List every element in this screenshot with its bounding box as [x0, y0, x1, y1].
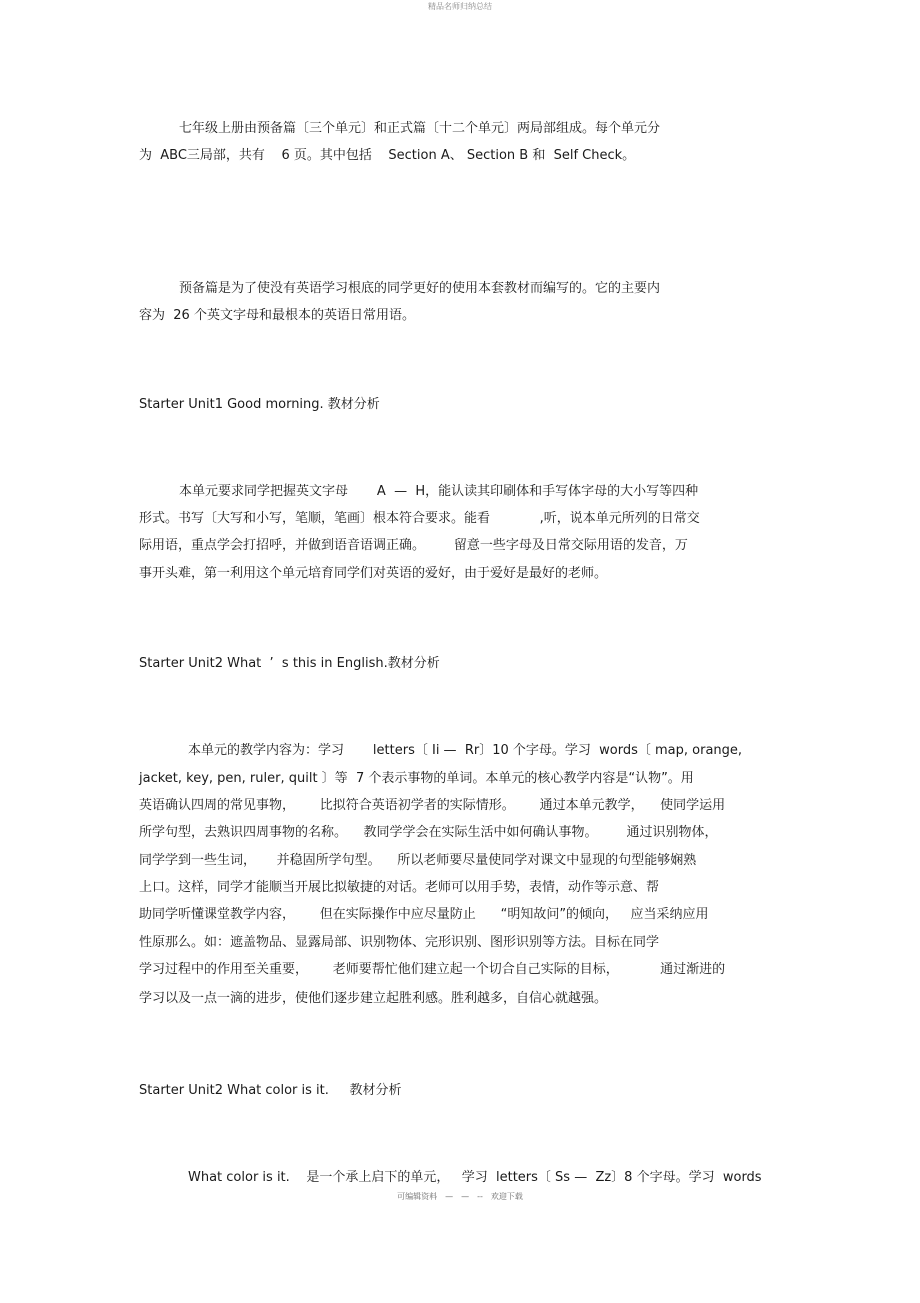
- unit1-heading: Starter Unit1 Good morning. 教材分析: [139, 397, 380, 412]
- unit1-line-2: 形式。书写〔大写和小写，笔顺，笔画〕根本符合要求。能看 ,听，说本单元所列的日常交: [139, 511, 700, 526]
- unit1-line-1: 本单元要求同学把握英文字母 A — H，能认读其印刷体和手写体字母的大小写等四种: [179, 484, 699, 499]
- unit2-line-7: 助同学听懂课堂教学内容， 但在实际操作中应尽量防止 “明知故问”的倾向， 应当采纳应用: [139, 907, 709, 922]
- unit2-line-6: 上口。这样，同学才能顺当开展比拟敏捷的对话。老师可以用手势，表情，动作等示意、帮: [139, 880, 660, 895]
- unit2-heading: Starter Unit2 What ’ s this in English.教材分析: [139, 656, 440, 671]
- page-header: 精品名师归纳总结: [428, 2, 492, 11]
- unit3-heading: Starter Unit2 What color is it. 教材分析: [139, 1083, 402, 1098]
- prep-line-1: 预备篇是为了使没有英语学习根底的同学更好的使用本套教材而编写的。它的主要内: [179, 281, 661, 296]
- unit2-line-3: 英语确认四周的常见事物， 比拟符合英语初学者的实际情形。 通过本单元教学， 使同学运用: [139, 798, 726, 813]
- unit2-line-2: jacket, key, pen, ruler, quilt 〕等 7 个表示事物的单词。本单元的核心教学内容是“认物”。用: [139, 771, 694, 786]
- intro-line-2: 为 ABC三局部，共有 6 页。其中包括 Section A、 Section B 和 Self Check。: [139, 148, 636, 163]
- unit3-line-1: What color is it. 是一个承上启下的单元， 学习 letters〔 Ss — Zz〕8 个字母。学习 words: [188, 1170, 762, 1185]
- intro-line-1: 七年级上册由预备篇〔三个单元〕和正式篇〔十二个单元〕两局部组成。每个单元分: [179, 121, 661, 136]
- prep-line-2: 容为 26 个英文字母和最根本的英语日常用语。: [139, 308, 415, 323]
- unit2-line-1: 本单元的教学内容为：学习 letters〔 Ii — Rr〕10 个字母。学习 words〔 map, orange,: [188, 743, 743, 758]
- unit1-line-3: 际用语，重点学会打招呼，并做到语音语调正确。 留意一些字母及日常交际用语的发音，万: [139, 538, 688, 553]
- unit2-line-10: 学习以及一点一滴的进步，使他们逐步建立起胜利感。胜利越多，自信心就越强。: [139, 991, 608, 1006]
- unit2-line-9: 学习过程中的作用至关重要， 老师要帮忙他们建立起一个切合自己实际的目标， 通过渐进的: [139, 962, 726, 977]
- unit2-line-5: 同学学到一些生词， 并稳固所学句型。 所以老师要尽量使同学对课文中显现的句型能够娴熟: [139, 853, 697, 868]
- unit1-line-4: 事开头难，第一利用这个单元培育同学们对英语的爱好，由于爱好是最好的老师。: [139, 566, 608, 581]
- page-footer: 可编辑资料 — — -- 欢迎下载: [397, 1192, 523, 1201]
- unit2-line-4: 所学句型，去熟识四周事物的名称。 教同学学会在实际生活中如何确认事物。 通过识别物体，: [139, 825, 718, 840]
- unit2-line-8: 性原那么。如：遮盖物品、显露局部、识别物体、完形识别、图形识别等方法。目标在同学: [139, 935, 660, 950]
